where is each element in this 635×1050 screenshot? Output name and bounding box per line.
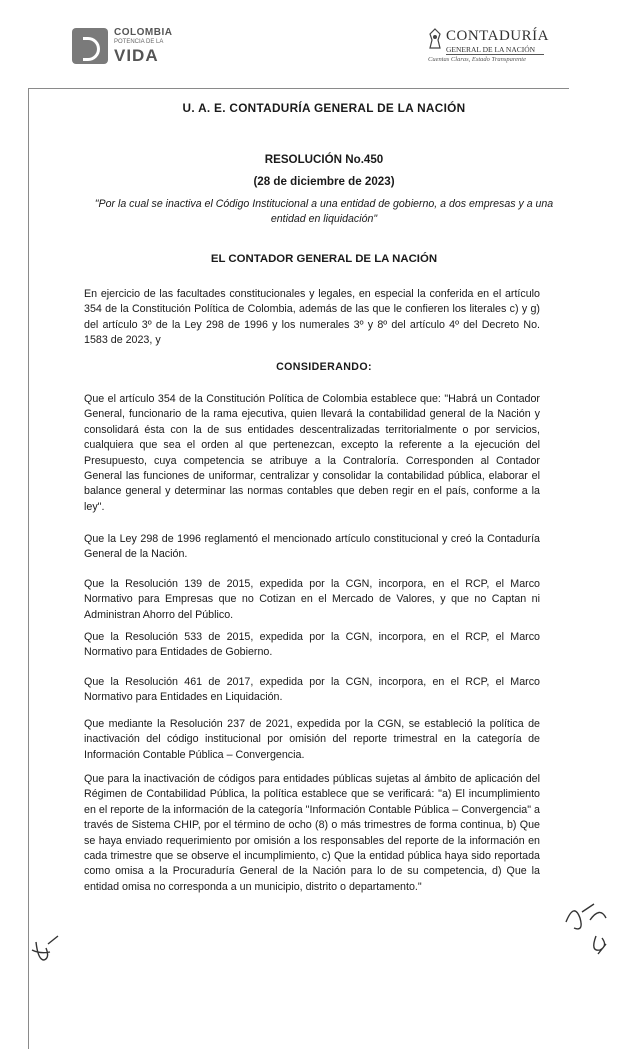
logo-right-line1: CONTADURÍA	[446, 28, 549, 44]
colombia-potencia-de-la-vida-logo	[72, 24, 182, 68]
logo-right-line2: GENERAL DE LA NACIÓN	[446, 45, 536, 54]
considerando-paragraph: Que la Resolución 461 de 2017, expedida por la CGN, incorpora, en el RCP, el Marco Normativo para Entidades en Liquidación.	[84, 676, 540, 704]
considerando-paragraph: Que la Resolución 139 de 2015, expedida por la CGN, incorpora, en el RCP, el Marco Normativo para Empresas que no Cotizan en el Mercado de Valores, y que no Captan ni Administran Ahorro del Público.	[84, 578, 540, 621]
authority-heading: EL CONTADOR GENERAL DE LA NACIÓN	[210, 253, 438, 265]
page-frame	[28, 88, 569, 1049]
considerando-paragraph: Que mediante la Resolución 237 de 2021, expedida por la CGN, se estableció la política de inactivación del código institucional por omisión del reporte trimestral en la categoría de Información Contable Pública – Convergencia.	[84, 718, 540, 761]
logo-left-line2: POTENCIA DE LA	[114, 39, 164, 45]
resolution-subject: "Por la cual se inactiva el Código Institucional a una entidad de gobierno, a dos empresas y a una entidad en liquidación"	[94, 198, 554, 225]
logo-left-line1: COLOMBIA	[114, 27, 173, 38]
logo-left-line3: VIDA	[114, 46, 159, 65]
entity-heading: U. A. E. CONTADURÍA GENERAL DE LA NACIÓN	[182, 101, 466, 115]
preamble-paragraph: En ejercicio de las facultades constitucionales y legales, en especial la conferida en el artículo 354 de la Constitución Política de Colombia, además de las que le confieren los literales c) y g) del artículo 3º de la Ley 298 de 1996 y los numerales 3º y 8º del artículo 4º del Decreto No. 1583 de 2023, y	[84, 288, 540, 347]
initials-signature-left	[26, 930, 66, 970]
resolution-date: (28 de diciembre de 2023)	[253, 175, 395, 188]
considerando-heading: CONSIDERANDO:	[276, 361, 372, 373]
coat-of-arms-icon	[428, 28, 442, 50]
contaduria-logo	[428, 26, 548, 66]
initials-signature-right	[560, 892, 620, 962]
considerando-paragraph: Que la Ley 298 de 1996 reglamentó el mencionado artículo constitucional y creó la Contaduría General de la Nación.	[84, 533, 540, 561]
resolution-number: RESOLUCIÓN No.450	[264, 153, 384, 166]
considerando-paragraph: Que para la inactivación de códigos para entidades públicas sujetas al ámbito de aplicación del Régimen de Contabilidad Pública, la política establece que se verificará: "a) El incumplimiento en el reporte de la información de la categoría "Información Contable Pública – Convergencia" a través de Sistema CHIP, por el término de ocho (8) o más trimestres de forma continua, b) Que se haya enviado requerimiento por omisión a los responsables del reporte de la información en cada trimestre que se observe el incumplimiento, c) Que la entidad pública haya sido reportada como omisa a la Procuraduría General de la Nación para lo de su competencia, d) Que la entidad omisa no corresponda a un municipio, distrito o departamento."	[84, 773, 540, 893]
considerando-paragraph: Que la Resolución 533 de 2015, expedida por la CGN, incorpora, en el RCP, el Marco Normativo para Entidades de Gobierno.	[84, 631, 540, 659]
logo-mark-icon	[72, 28, 108, 64]
logo-right-tagline: Cuentas Claras, Estado Transparente	[428, 56, 526, 63]
logo-divider	[446, 54, 544, 55]
considerando-paragraph: Que el artículo 354 de la Constitución Política de Colombia establece que: "Habrá un Contador General, funcionario de la rama ejecutiva, quien llevará la contabilidad general de la Nación y consolidará ésta con la de sus entidades descentralizadas territorialmente o por servicios, cualquiera que sea el orden al que pertenezcan, excepto la referente a la ejecución del Presupuesto, cuya competencia se atribuye a la Contraloría. Corresponden al Contador General las funciones de uniformar, centralizar y consolidar la contabilidad pública, elaborar el balance general y determinar las normas contables que deben regir en el país, conforme a la ley".	[84, 393, 540, 513]
